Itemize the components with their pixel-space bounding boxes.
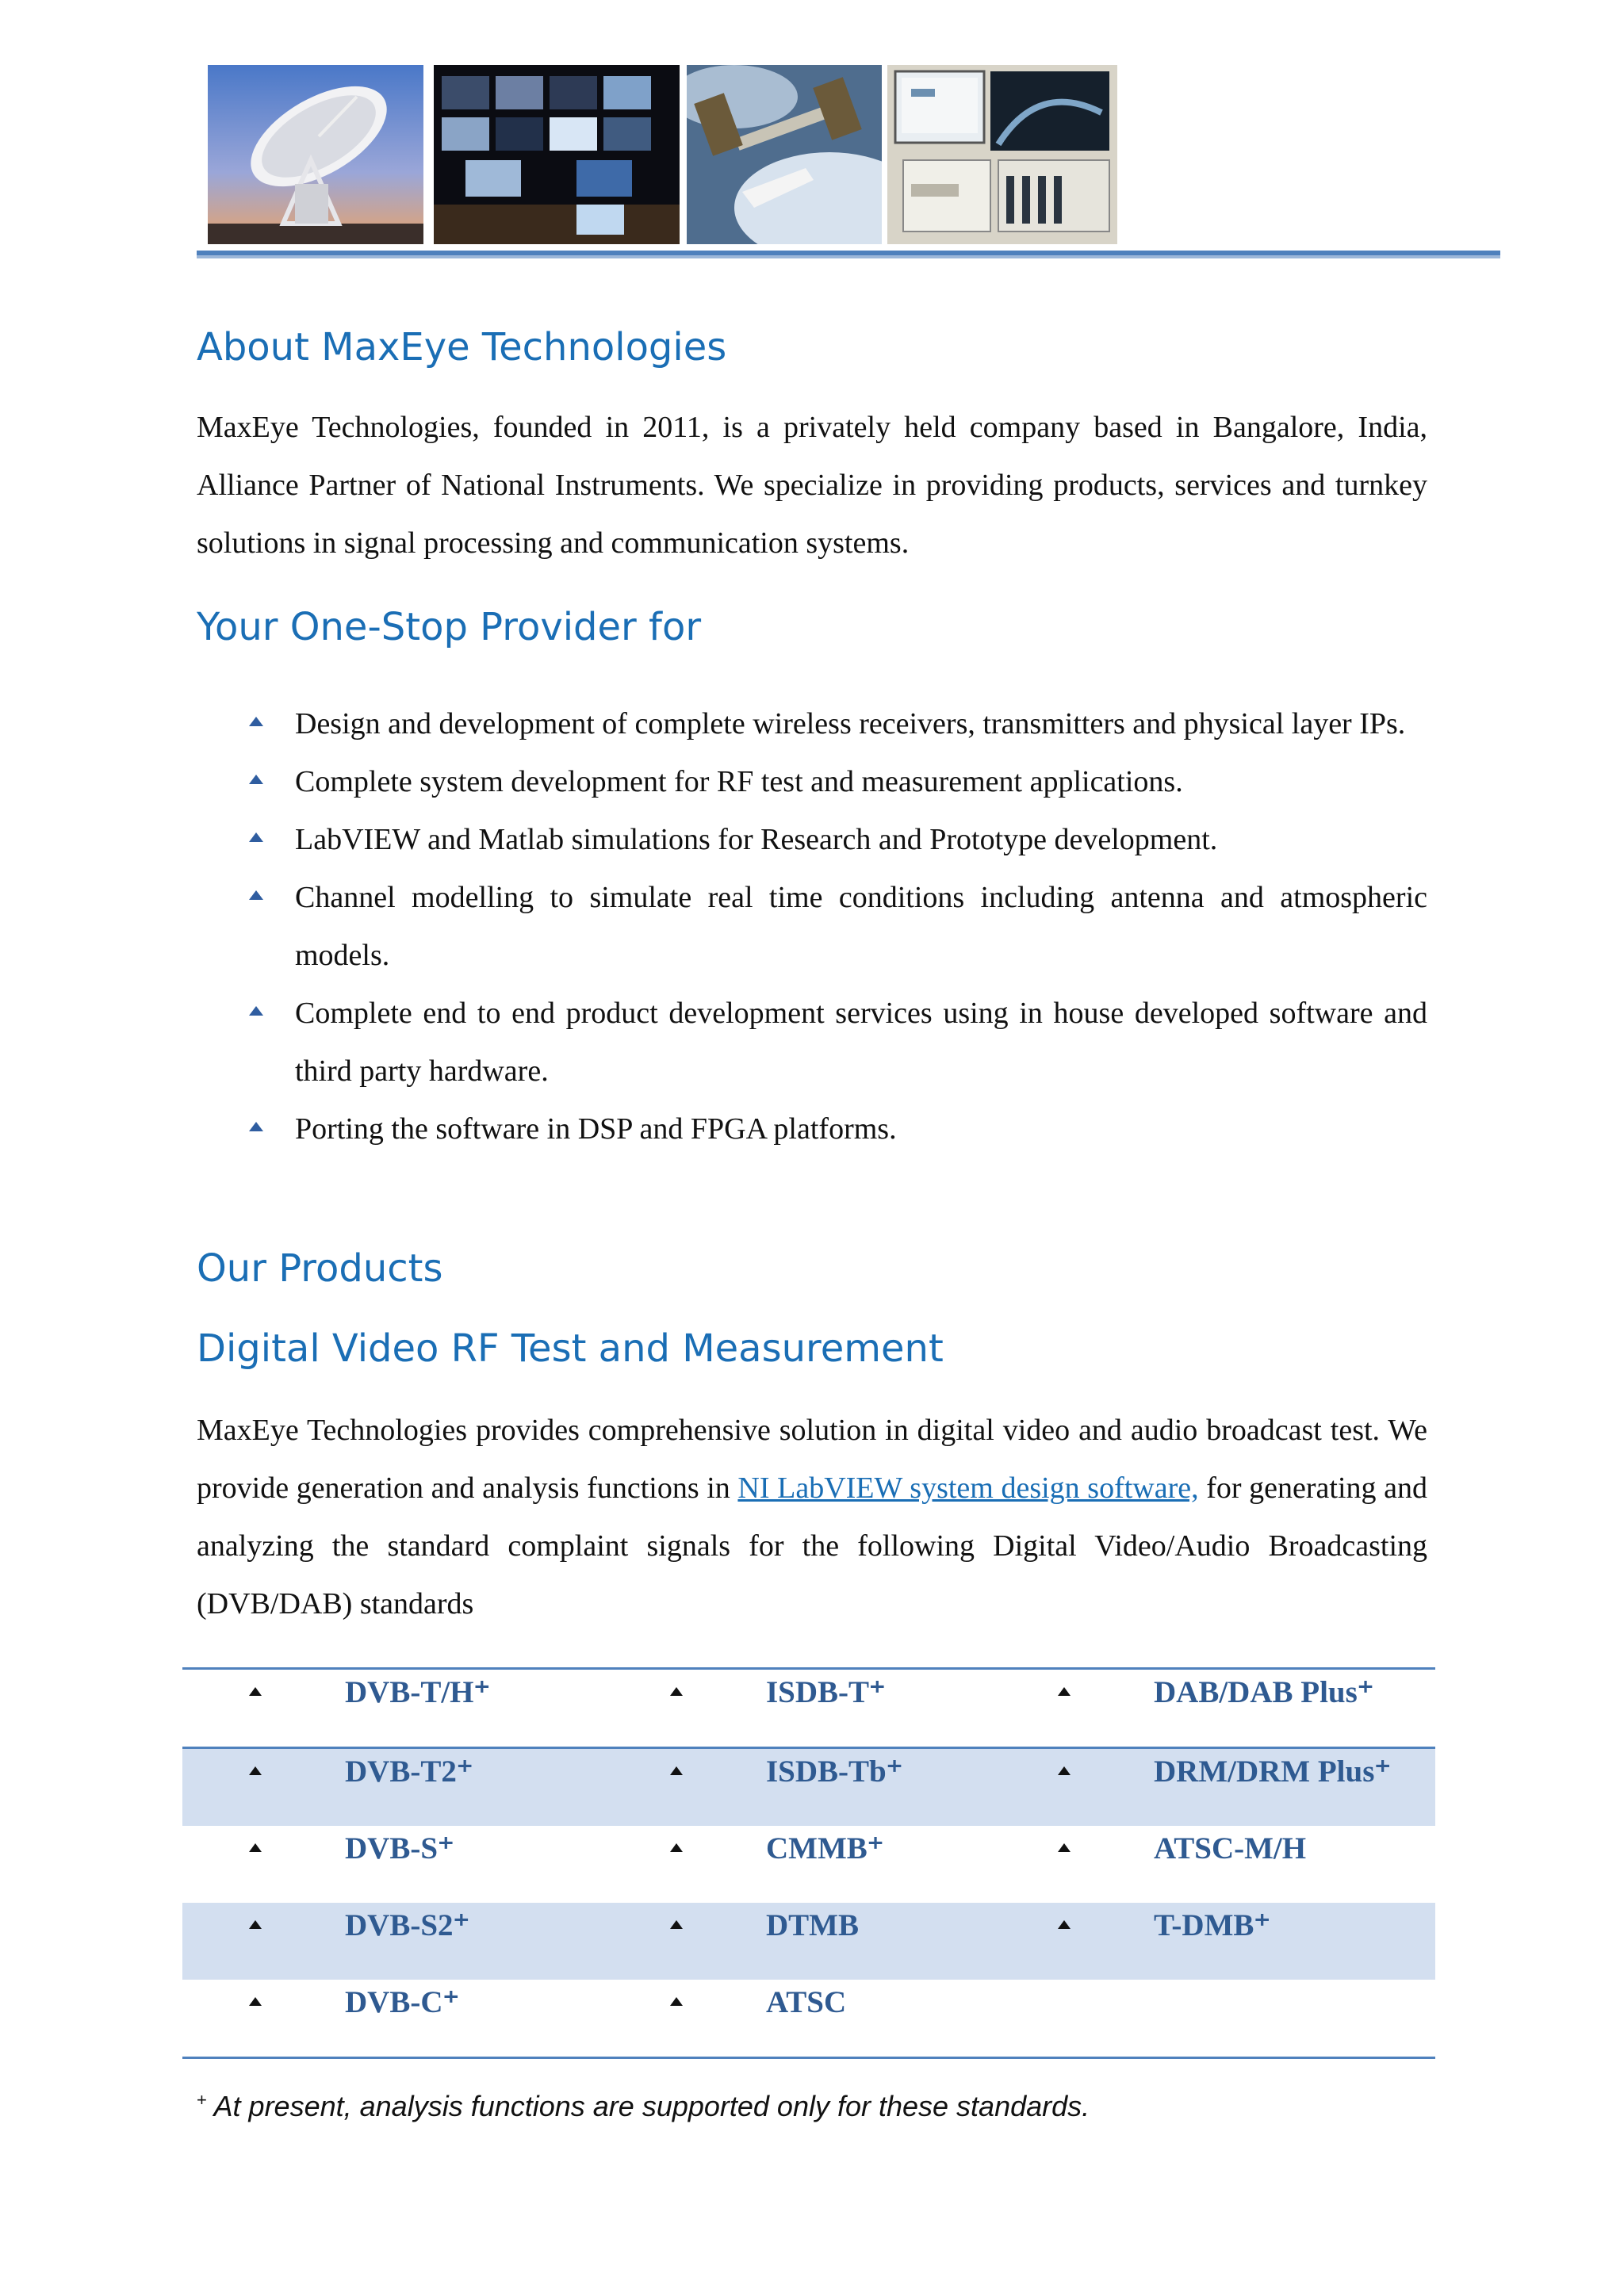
list-item: Design and development of complete wireless receivers, transmitters and physical layer IPs.: [197, 695, 1427, 753]
bullet-triangle-icon: [249, 1843, 262, 1852]
table-cell: DVB-S⁺: [182, 1826, 603, 1903]
provider-heading: Your One-Stop Provider for: [197, 605, 702, 649]
bullet-triangle-icon: [670, 1843, 683, 1852]
table-row: [182, 1749, 1435, 1826]
table-row: [182, 1670, 1435, 1749]
list-item: Channel modelling to simulate real time conditions including antenna and atmospheric models.: [197, 869, 1427, 985]
bullet-triangle-icon: [249, 775, 263, 784]
table-cell: DVB-T/H⁺: [182, 1670, 603, 1747]
rf-test-equipment-image: [887, 65, 1117, 244]
bullet-triangle-icon: [249, 832, 263, 842]
standards-table: [182, 1667, 1435, 2059]
bullet-triangle-icon: [1058, 1687, 1071, 1696]
table-row: [182, 1826, 1435, 1903]
provider-list: [197, 695, 1427, 1158]
list-item: Porting the software in DSP and FPGA platforms.: [197, 1100, 1427, 1158]
table-cell: ATSC-M/H: [991, 1826, 1435, 1903]
bullet-triangle-icon: [249, 1766, 262, 1775]
space-station-image: [687, 65, 882, 244]
dvrf-body: MaxEye Technologies provides comprehensive solution in digital video and audio broadcast test. We provide generation and analysis functions in NI LabVIEW system design software, for generating and analyzing the standard complaint signals for the following Digital Video/Audio Broadcasting (DVB/DAB) standards: [197, 1414, 1428, 1621]
bullet-triangle-icon: [249, 1687, 262, 1696]
bullet-triangle-icon: [249, 890, 263, 900]
table-cell: CMMB⁺: [603, 1826, 991, 1903]
bullet-triangle-icon: [249, 1006, 263, 1016]
bullet-triangle-icon: [670, 1766, 683, 1775]
table-row: [182, 1903, 1435, 1980]
table-cell: DVB-S2⁺: [182, 1903, 603, 1980]
products-heading: Our Products: [197, 1246, 443, 1291]
table-cell: ISDB-T⁺: [603, 1670, 991, 1747]
control-room-image: [434, 65, 680, 244]
footnote-text: At present, analysis functions are supported only for these standards.: [213, 2090, 1090, 2122]
bullet-triangle-icon: [249, 717, 263, 726]
bullet-triangle-icon: [670, 1920, 683, 1929]
list-item: Complete end to end product development services using in house developed software and third party hardware.: [197, 985, 1427, 1100]
table-cell: T-DMB⁺: [991, 1903, 1435, 1980]
list-item: Complete system development for RF test and measurement applications.: [197, 753, 1427, 811]
dvrf-heading: Digital Video RF Test and Measurement: [197, 1326, 944, 1371]
bullet-triangle-icon: [670, 1997, 683, 2006]
table-cell: DRM/DRM Plus⁺: [991, 1749, 1435, 1826]
table-cell: DTMB: [603, 1903, 991, 1980]
table-cell: DVB-C⁺: [182, 1980, 603, 2057]
bullet-triangle-icon: [1058, 1766, 1071, 1775]
bullet-triangle-icon: [1058, 1843, 1071, 1852]
table-cell: ATSC: [603, 1980, 991, 2057]
list-item: LabVIEW and Matlab simulations for Research and Prototype development.: [197, 811, 1427, 869]
bullet-triangle-icon: [670, 1687, 683, 1696]
ni-labview-link[interactable]: NI LabVIEW system design software,: [737, 1471, 1199, 1505]
bullet-triangle-icon: [249, 1997, 262, 2006]
header-rule: [197, 251, 1500, 258]
table-cell: DAB/DAB Plus⁺: [991, 1670, 1435, 1747]
bullet-triangle-icon: [249, 1920, 262, 1929]
footnote: [197, 2090, 1090, 2123]
bullet-triangle-icon: [1058, 1920, 1071, 1929]
table-cell: DVB-T2⁺: [182, 1749, 603, 1826]
table-row: [182, 1980, 1435, 2057]
bullet-triangle-icon: [249, 1122, 263, 1131]
footnote-mark: +: [197, 2090, 207, 2110]
about-body: MaxEye Technologies, founded in 2011, is a privately held company based in Bangalore, India, Alliance Partner of National Instruments. We specialize in providing products, services and turnkey solutions in signal processing and communication systems.: [197, 411, 1427, 560]
satellite-dish-image: [208, 65, 423, 244]
about-heading: About MaxEye Technologies: [197, 325, 727, 369]
table-cell: ISDB-Tb⁺: [603, 1749, 991, 1826]
